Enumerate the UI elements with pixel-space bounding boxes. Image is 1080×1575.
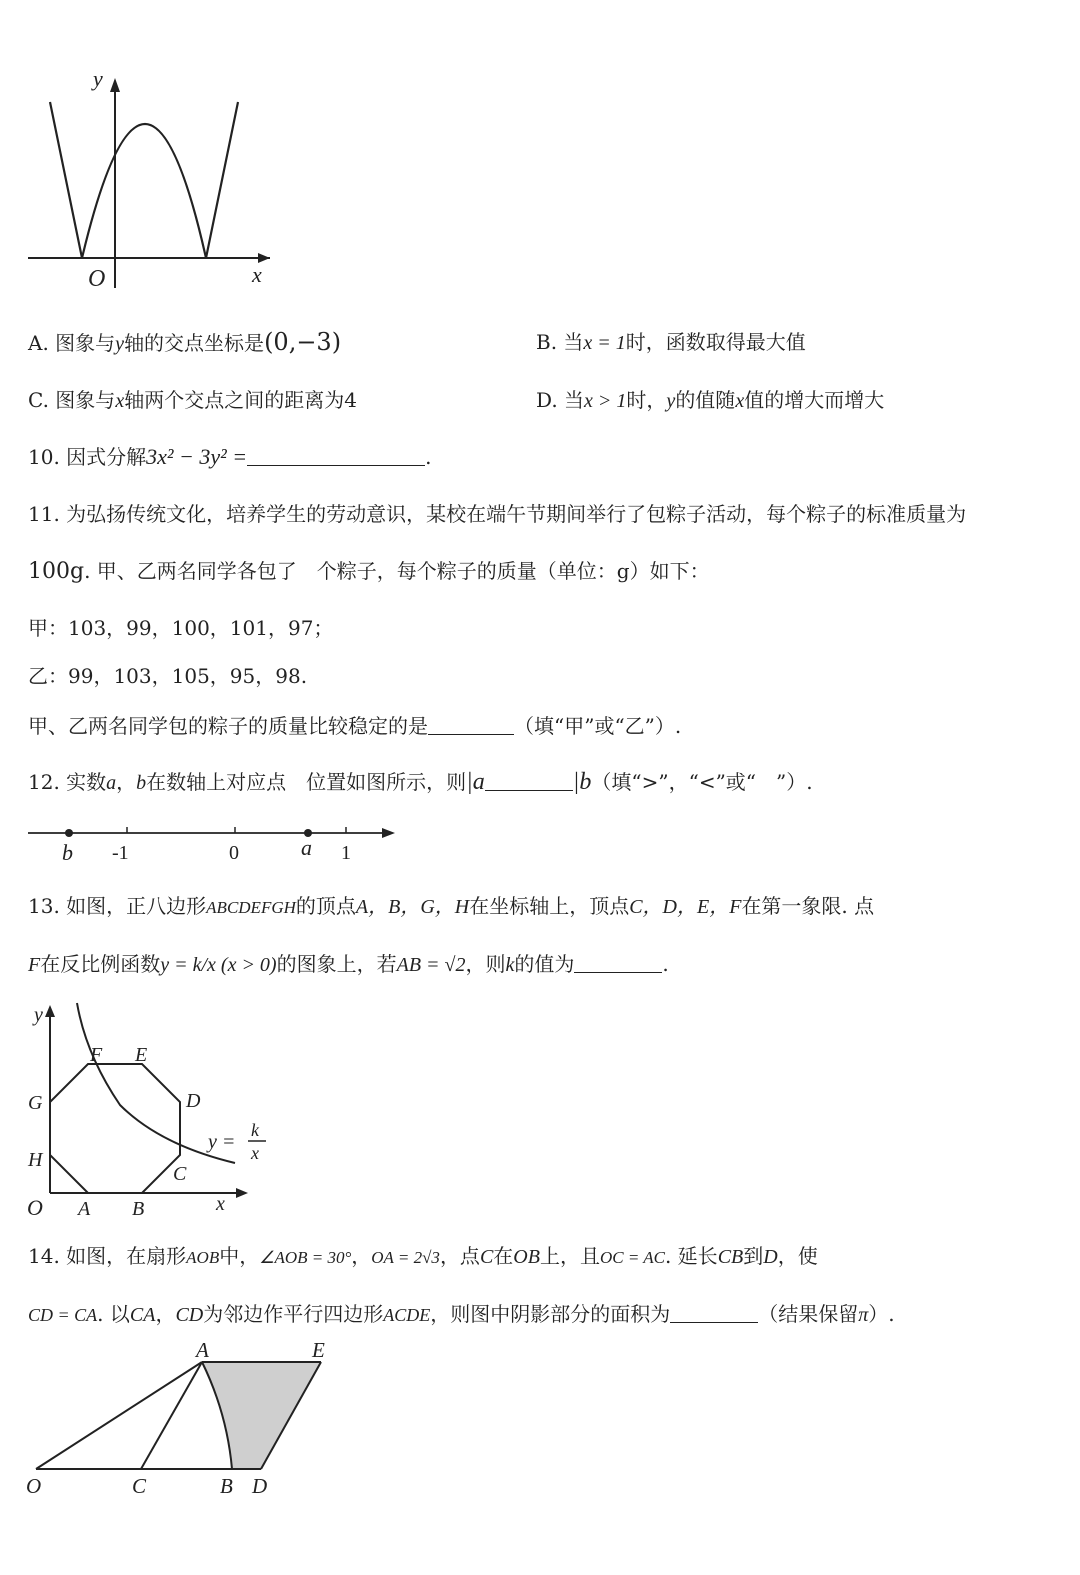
- y-axis-label: y: [93, 66, 103, 91]
- q14-sector-figure: [20, 1335, 360, 1510]
- curve-label-k: k: [251, 1120, 259, 1140]
- q12-number-line: [20, 815, 410, 875]
- shaded-region: [202, 1362, 321, 1469]
- q9-option-c: C. 图象与x轴两个交点之间的距离为4: [28, 388, 357, 412]
- label-b: B: [220, 1474, 233, 1498]
- answer-blank: [574, 952, 662, 973]
- label-one: 1: [341, 842, 351, 864]
- q9-function-graph: [20, 60, 280, 300]
- question-11-yi-data: 乙：99，103，105，95，98.: [28, 664, 308, 688]
- label-x: x: [216, 1193, 225, 1215]
- q9-option-a: A. 图象与y轴的交点坐标是(0,−3): [28, 328, 342, 356]
- curve-label-x: x: [251, 1143, 259, 1163]
- x-axis-label: x: [252, 262, 262, 287]
- segment-oa: [36, 1362, 202, 1469]
- label-h: H: [28, 1149, 43, 1171]
- label-e: E: [312, 1338, 325, 1362]
- question-10: 10. 因式分解3x² − 3y² = .: [28, 444, 432, 469]
- x-axis-arrow: [236, 1188, 248, 1198]
- label-a: a: [301, 835, 312, 860]
- label-a: A: [78, 1198, 91, 1220]
- label-c: C: [173, 1163, 187, 1185]
- question-11-line2: 100g. 甲、乙两名同学各包了 个粽子，每个粽子的质量（单位：g）如下：: [28, 559, 710, 584]
- origin-label: O: [88, 266, 106, 292]
- q9-option-d: D. 当x > 1时，y的值随x值的增大而增大: [536, 388, 885, 412]
- label-g: G: [28, 1092, 43, 1114]
- graph-curve: [50, 102, 238, 258]
- point-b: [65, 829, 73, 837]
- label-o: O: [26, 1474, 42, 1498]
- question-13-line2: F在反比例函数y = k/x (x > 0)的图象上，若AB = √2，则k的值为 .: [28, 952, 669, 976]
- label-b: b: [62, 840, 73, 865]
- question-11-line1: 11. 为弘扬传统文化，培养学生的劳动意识，某校在端午节期间举行了包粽子活动，每个粽子的标准质量为: [28, 502, 967, 526]
- question-12: 12. 实数a，b在数轴上对应点 位置如图所示，则|a |b（填“>”，“<”或“ ”）.: [28, 769, 813, 795]
- y-axis-arrow: [45, 1005, 55, 1017]
- answer-blank: [428, 714, 514, 735]
- question-11-jia-data: 甲：103，99，100，101，97；: [28, 616, 334, 640]
- q9-option-b: B. 当x = 1时，函数取得最大值: [536, 330, 806, 354]
- answer-blank: [670, 1302, 758, 1323]
- answer-blank: [485, 770, 573, 791]
- q13-octagon-figure: [20, 995, 280, 1220]
- label-d: D: [186, 1090, 201, 1112]
- label-b: B: [132, 1198, 145, 1220]
- question-13-line1: 13. 如图，正八边形ABCDEFGH的顶点A，B，G，H在坐标轴上，顶点C，D，E，F在第一象限. 点: [28, 894, 875, 918]
- label-e: E: [135, 1044, 148, 1066]
- label-minus-one: -1: [112, 842, 129, 864]
- label-y: y: [34, 1004, 43, 1026]
- label-zero: 0: [229, 842, 239, 864]
- number-line-arrow: [382, 828, 395, 838]
- label-a: A: [196, 1338, 209, 1362]
- label-f: F: [90, 1044, 103, 1066]
- answer-blank: [247, 445, 425, 466]
- label-d: D: [252, 1474, 268, 1498]
- segment-ca: [141, 1362, 202, 1469]
- octagon: [50, 1064, 180, 1193]
- curve-label-lhs: y =: [208, 1131, 236, 1153]
- question-11-question: 甲、乙两名同学包的粽子的质量比较稳定的是 （填“甲”或“乙”）.: [28, 714, 682, 738]
- question-14-line1: 14. 如图，在扇形AOB中，∠AOB = 30°，OA = 2√3，点C在OB上，且OC = AC. 延长CB到D，使: [28, 1244, 818, 1268]
- y-axis-arrow: [110, 78, 120, 92]
- label-c: C: [132, 1474, 147, 1498]
- label-o: O: [27, 1195, 43, 1220]
- question-14-line2: CD = CA. 以CA，CD为邻边作平行四边形ACDE，则图中阴影部分的面积为 （结果保留π）.: [28, 1302, 895, 1326]
